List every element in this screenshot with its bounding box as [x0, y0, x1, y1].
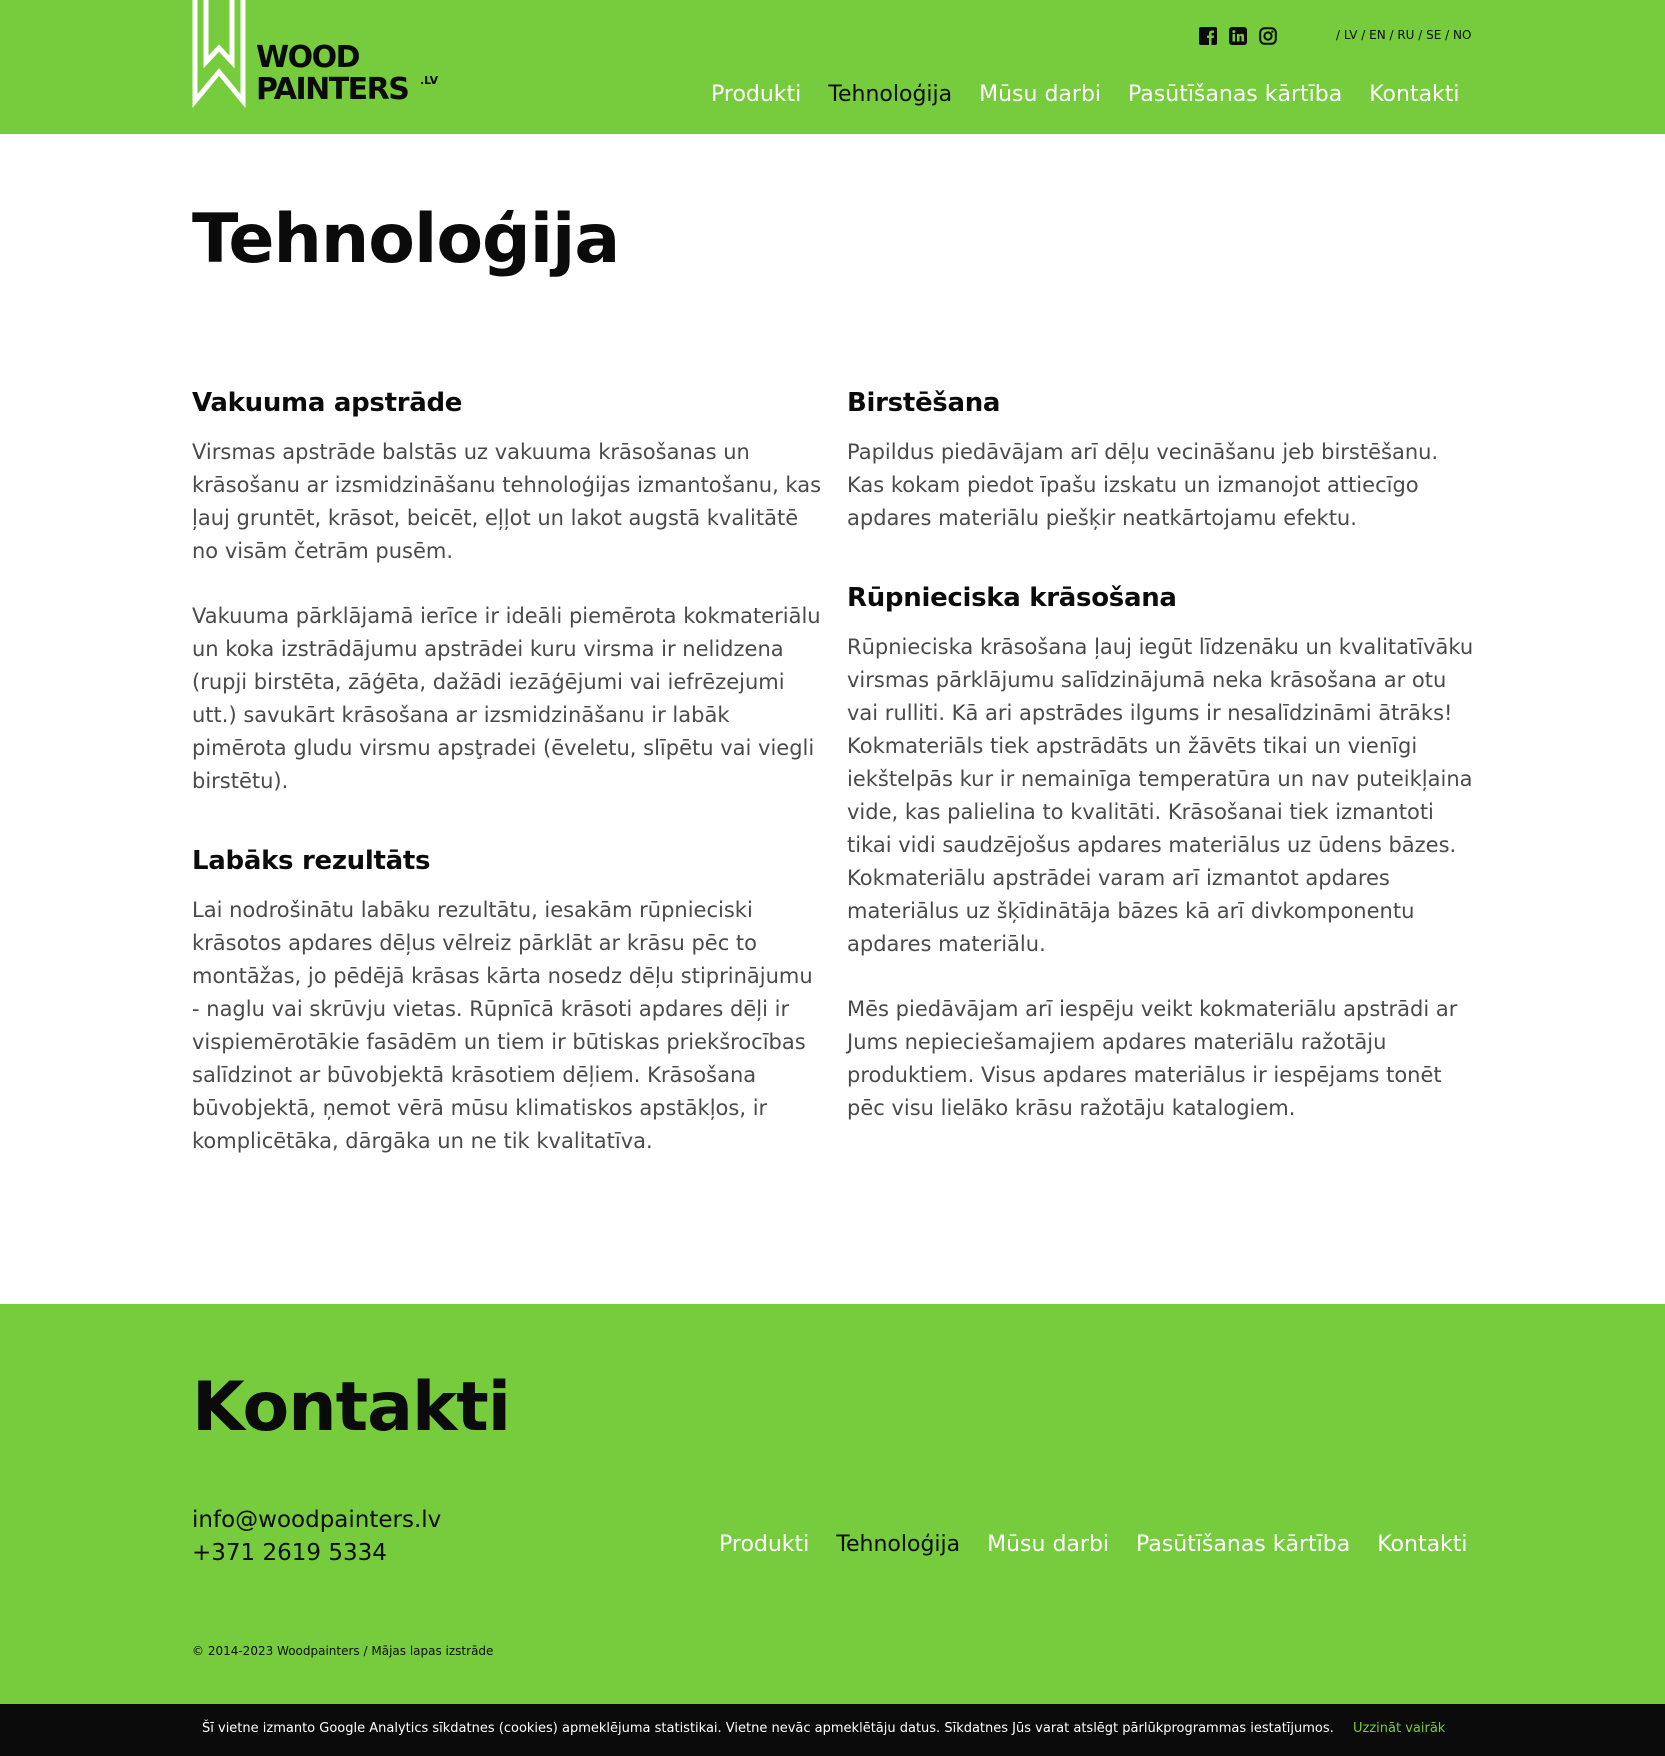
nav-item-kontakti[interactable]: Kontakti — [1369, 82, 1460, 107]
nav-item-produkti[interactable]: Produkti — [711, 82, 802, 107]
section-heading: Birstēšana — [847, 388, 1001, 418]
contact-email[interactable]: info@woodpainters.lv — [192, 1507, 442, 1533]
main-nav — [711, 82, 1460, 112]
section-heading: Labāks rezultāts — [192, 846, 431, 876]
cookie-bar — [0, 1704, 1665, 1756]
site-footer — [0, 1304, 1665, 1704]
footer-nav-item-pasutisanas-kartiba[interactable]: Pasūtīšanas kārtība — [1136, 1532, 1351, 1557]
section-paragraph: Papildus piedāvājam arī dēļu vecināšanu jeb birstēšanu. Kas kokam piedot īpašu izskatu un izmanojot attiecīgo apdares materiālu piešķir neatkārtojamu efektu. — [847, 440, 1439, 530]
section-paragraph: Virsmas apstrāde balstās uz vakuuma krāsošanas un krāsošanu ar izsmidzināšanu tehnoloģijas izmantošanu, kas ļauj gruntēt, krāsot, beicēt, eļļot un lakot augstā kvalitātē no visām četrām pusēm. — [192, 440, 822, 563]
page-title: Tehnoloģija — [192, 200, 620, 279]
logo-wordmark: WOOD PAINTERS — [256, 40, 409, 107]
content-column-left — [192, 388, 822, 1206]
section-birstesana — [847, 388, 1477, 535]
section-heading: Rūpnieciska krāsošana — [847, 583, 1177, 613]
footer-nav-item-kontakti[interactable]: Kontakti — [1377, 1532, 1468, 1557]
nav-item-musu-darbi[interactable]: Mūsu darbi — [979, 82, 1102, 107]
nav-item-pasutisanas-kartiba[interactable]: Pasūtīšanas kārtība — [1128, 82, 1343, 107]
footer-nav-item-musu-darbi[interactable]: Mūsu darbi — [987, 1532, 1110, 1557]
linkedin-icon[interactable] — [1229, 27, 1247, 45]
content-column-right — [847, 388, 1477, 1173]
footer-nav-item-produkti[interactable]: Produkti — [719, 1532, 810, 1557]
cookie-learn-more-link[interactable]: Uzzināt vairāk — [1353, 1721, 1446, 1736]
section-paragraph: Mēs piedāvājam arī iespēju veikt kokmateriālu apstrādi ar Jums nepieciešamajiem apdares materiālu ražotāju produktiem. Visus apdares materiālus ir iespējams tonēt pēc visu lielāko krāsu ražotāju katalogiem. — [847, 997, 1458, 1120]
section-rupnieciska-krasosana — [847, 583, 1477, 1125]
ribbon-logo-icon — [192, 0, 252, 108]
site-header — [0, 0, 1665, 134]
facebook-icon[interactable] — [1199, 27, 1217, 45]
section-paragraph: Vakuuma pārklājamā ierīce ir ideāli piemērota kokmateriālu un koka izstrādājumu apstrādei kuru virsma ir nelidzena (rupji birstēta, zāģēta, dažādi iezāģējumi vai iefrēzejumi utt.) savukārt krāsošana ar izsmidzināšanu ir labāk pimērota gludu virsmu apsţradei (ēveletu, slīpētu vai viegli birstētu). — [192, 604, 821, 793]
contact-info — [192, 1504, 441, 1570]
site-logo[interactable] — [192, 0, 442, 108]
footer-nav — [719, 1532, 1468, 1562]
section-vakuuma-apstrade — [192, 388, 822, 798]
language-switcher[interactable]: / LV / EN / RU / SE / NO — [1336, 28, 1472, 42]
footer-nav-item-tehnologija[interactable]: Tehnoloģija — [836, 1532, 961, 1557]
cookie-notice-text: Šī vietne izmanto Google Analytics sīkdatnes (cookies) apmeklējuma statistikai. Vietne nevāc apmeklētāju datus. Sīkdatnes Jūs varat atslēgt pārlūkprogrammas iestatījumos. — [202, 1721, 1334, 1736]
footer-title: Kontakti — [192, 1368, 511, 1447]
instagram-icon[interactable] — [1259, 27, 1277, 45]
nav-item-tehnologija[interactable]: Tehnoloģija — [828, 82, 953, 107]
logo-tld: .LV — [420, 74, 439, 87]
section-paragraph: Lai nodrošinātu labāku rezultātu, iesakām rūpnieciski krāsotos apdares dēļus vēlreiz pārklāt ar krāsu pēc to montāžas, jo pēdējā krāsas kārta nosedz dēļu stiprinājumu - naglu vai skrūvju vietas. Rūpnīcā krāsoti apdares dēļi ir vispiemērotākie fasādēm un tiem ir būtiskas priekšrocības salīdzinot ar būvobjektā krāsotiem dēļiem. Krāsošana būvobjektā, ņemot vērā mūsu klimatiskos apstākļos, ir komplicētāka, dārgāka un ne tik kvalitatīva. — [192, 898, 813, 1153]
section-heading: Vakuuma apstrāde — [192, 388, 463, 418]
section-paragraph: Rūpnieciska krāsošana ļauj iegūt līdzenāku un kvalitatīvāku virsmas pārklājumu salīdzinājumā neka krāsošana ar otu vai rulliti. Kā ari apstrādes ilgums ir nesalīdzināmi ātrāks! Kokmateriāls tiek apstrādāts un žāvēts tikai un vienīgi iekštelpās kur ir nemainīga temperatūra un nav puteikļaina vide, kas palielina to kvalitāti. Krāsošanai tiek izmantoti tikai vidi saudzējošus apdares materiālus uz ūdens bāzes. Kokmateriālu apstrādei varam arī izmantot apdares materiālus uz šķīdinātāja bāzes kā arī divkomponentu apdares materiālu. — [847, 635, 1474, 956]
contact-phone[interactable]: +371 2619 5334 — [192, 1540, 387, 1566]
section-labaks-rezultats — [192, 846, 822, 1158]
copyright-text: © 2014-2023 Woodpainters / Mājas lapas izstrāde — [192, 1644, 494, 1658]
social-links — [1199, 27, 1277, 45]
